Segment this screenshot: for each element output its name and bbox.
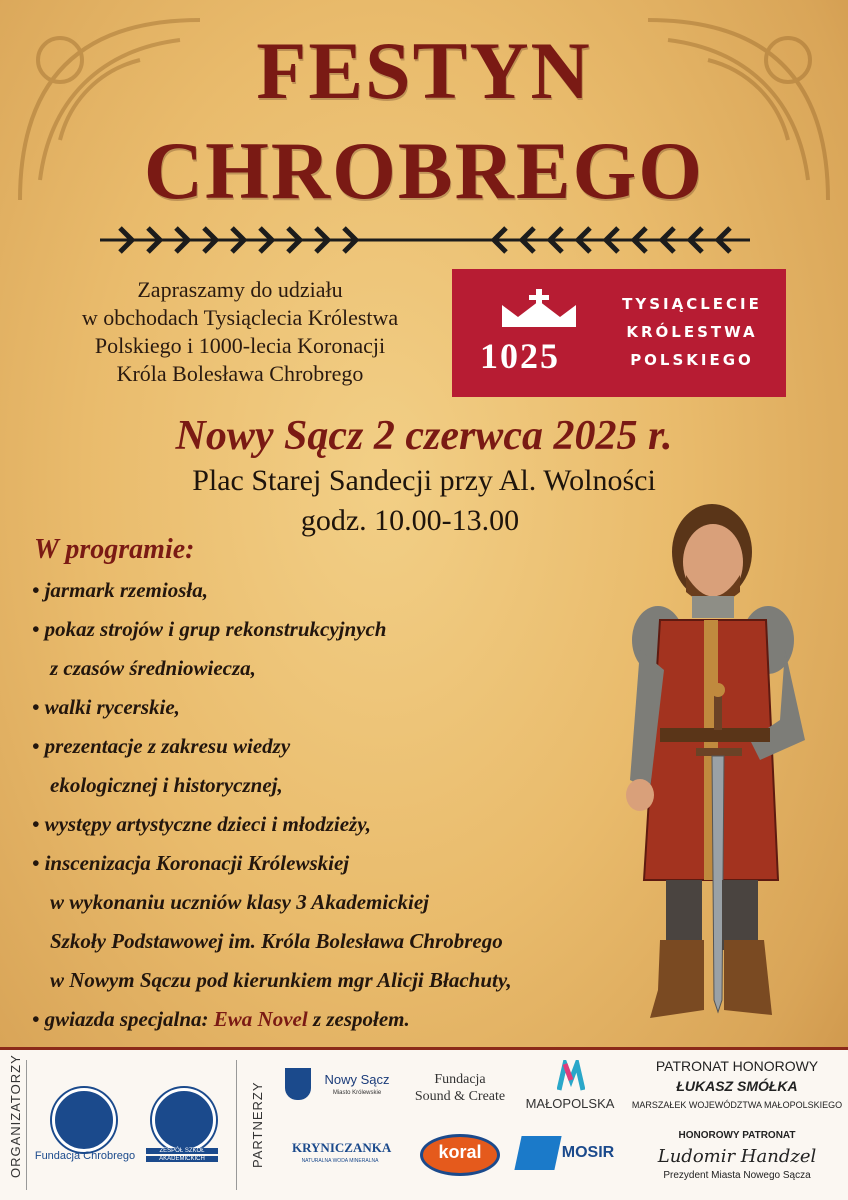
crown-icon <box>494 287 584 337</box>
org-2-name-top: ZESPÓŁ SZKÓŁ <box>146 1148 218 1154</box>
badge-line-3: POLSKIEGO <box>630 351 754 369</box>
program-item-continued: ekologicznej i historycznej, <box>50 773 283 797</box>
badge-line-2: KRÓLESTWA <box>626 323 758 341</box>
fundacja-sc-line-1: Fundacja <box>434 1072 486 1087</box>
kryniczanka-logo: KRYNICZANKA <box>292 1140 392 1155</box>
koral-logo-text: koral <box>438 1142 482 1162</box>
fundacja-sc-line-2: Sound & Create <box>414 1089 506 1104</box>
invitation-line: Zapraszamy do udziału <box>137 277 343 302</box>
patronat2-signature: Ludomir Handzel <box>657 1146 817 1167</box>
title-line-1: FESTYN <box>256 25 592 116</box>
organizers-label: ORGANIZATORZY <box>8 1054 23 1178</box>
invitation-text <box>40 276 440 388</box>
program-item-continued: z czasów średniowiecza, <box>50 656 256 680</box>
patronat2-role: Prezydent Miasta Nowego Sącza <box>663 1170 811 1181</box>
zespol-szkol-akademickich-logo <box>152 1088 216 1152</box>
program-item: • inscenizacja Koronacji Królewskiej <box>32 851 350 875</box>
program-item: • jarmark rzemiosła, <box>32 578 208 602</box>
patronat2-title: HONOROWY PATRONAT <box>678 1130 796 1141</box>
invitation-line: Króla Bolesława Chrobrego <box>116 361 364 386</box>
malopolska-logo-icon <box>557 1060 585 1092</box>
event-time: godz. 10.00-13.00 <box>300 504 520 537</box>
program-item: • walki rycerskie, <box>32 695 180 719</box>
program-item-continued: w wykonaniu uczniów klasy 3 Akademickiej <box>50 890 430 914</box>
star-suffix: z zespołem. <box>312 1007 410 1031</box>
nowy-sacz-name: Nowy Sącz <box>324 1072 390 1087</box>
event-place: Plac Starej Sandecji przy Al. Wolności <box>192 464 656 497</box>
org-1-name: Fundacja Chrobrego <box>34 1150 136 1162</box>
mosir-logo-icon <box>514 1136 561 1170</box>
divider <box>236 1060 237 1190</box>
patronat-name: ŁUKASZ SMÓŁKA <box>676 1078 798 1094</box>
star-name: Ewa Novel <box>213 1007 308 1031</box>
sponsors-footer <box>0 1047 848 1200</box>
star-prefix: • gwiazda specjalna: <box>32 1007 209 1031</box>
program-item: • prezentacje z zakresu wiedzy <box>32 734 291 758</box>
mosir-name: MOSIR <box>561 1144 615 1161</box>
partners-label: PARTNERZY <box>250 1081 265 1168</box>
invitation-line: w obchodach Tysiąclecia Królestwa <box>81 305 399 330</box>
program-heading: W programie: <box>34 534 195 565</box>
org-2-name-bottom: AKADEMICKICH <box>146 1156 218 1162</box>
program-item-continued: w Nowym Sączu pod kierunkiem mgr Alicji Błachuty, <box>50 968 512 992</box>
malopolska-name: MAŁOPOLSKA <box>525 1096 615 1111</box>
fundacja-chrobrego-logo <box>52 1088 116 1152</box>
program-item: • pokaz strojów i grup rekonstrukcyjnych <box>32 617 387 641</box>
badge-year: 1025 <box>480 336 560 376</box>
program-item: • występy artystyczne dzieci i młodzieży, <box>32 812 372 836</box>
badge-line-1: TYSIĄCLECIE <box>622 295 762 313</box>
knight-illustration <box>600 500 830 1045</box>
nowy-sacz-subtitle: Miasto Królewskie <box>332 1090 382 1096</box>
title-line-2: CHROBREGO <box>143 125 705 216</box>
program-item-continued: Szkoły Podstawowej im. Króla Bolesława Chrobrego <box>50 929 503 953</box>
patronat-role: MARSZAŁEK WOJEWÓDZTWA MAŁOPOLSKIEGO <box>631 1100 843 1110</box>
event-date: Nowy Sącz 2 czerwca 2025 r. <box>175 413 673 459</box>
invitation-line: Polskiego i 1000-lecia Koronacji <box>94 333 386 358</box>
divider <box>26 1060 27 1190</box>
program-item-star <box>32 1007 410 1032</box>
patronat-title: PATRONAT HONOROWY <box>655 1058 819 1074</box>
kryniczanka-subtitle: NATURALNA WODA MINERALNA <box>301 1158 379 1164</box>
millennium-badge <box>452 269 786 397</box>
nowy-sacz-crest-icon <box>285 1068 311 1100</box>
arrow-divider <box>100 222 750 258</box>
